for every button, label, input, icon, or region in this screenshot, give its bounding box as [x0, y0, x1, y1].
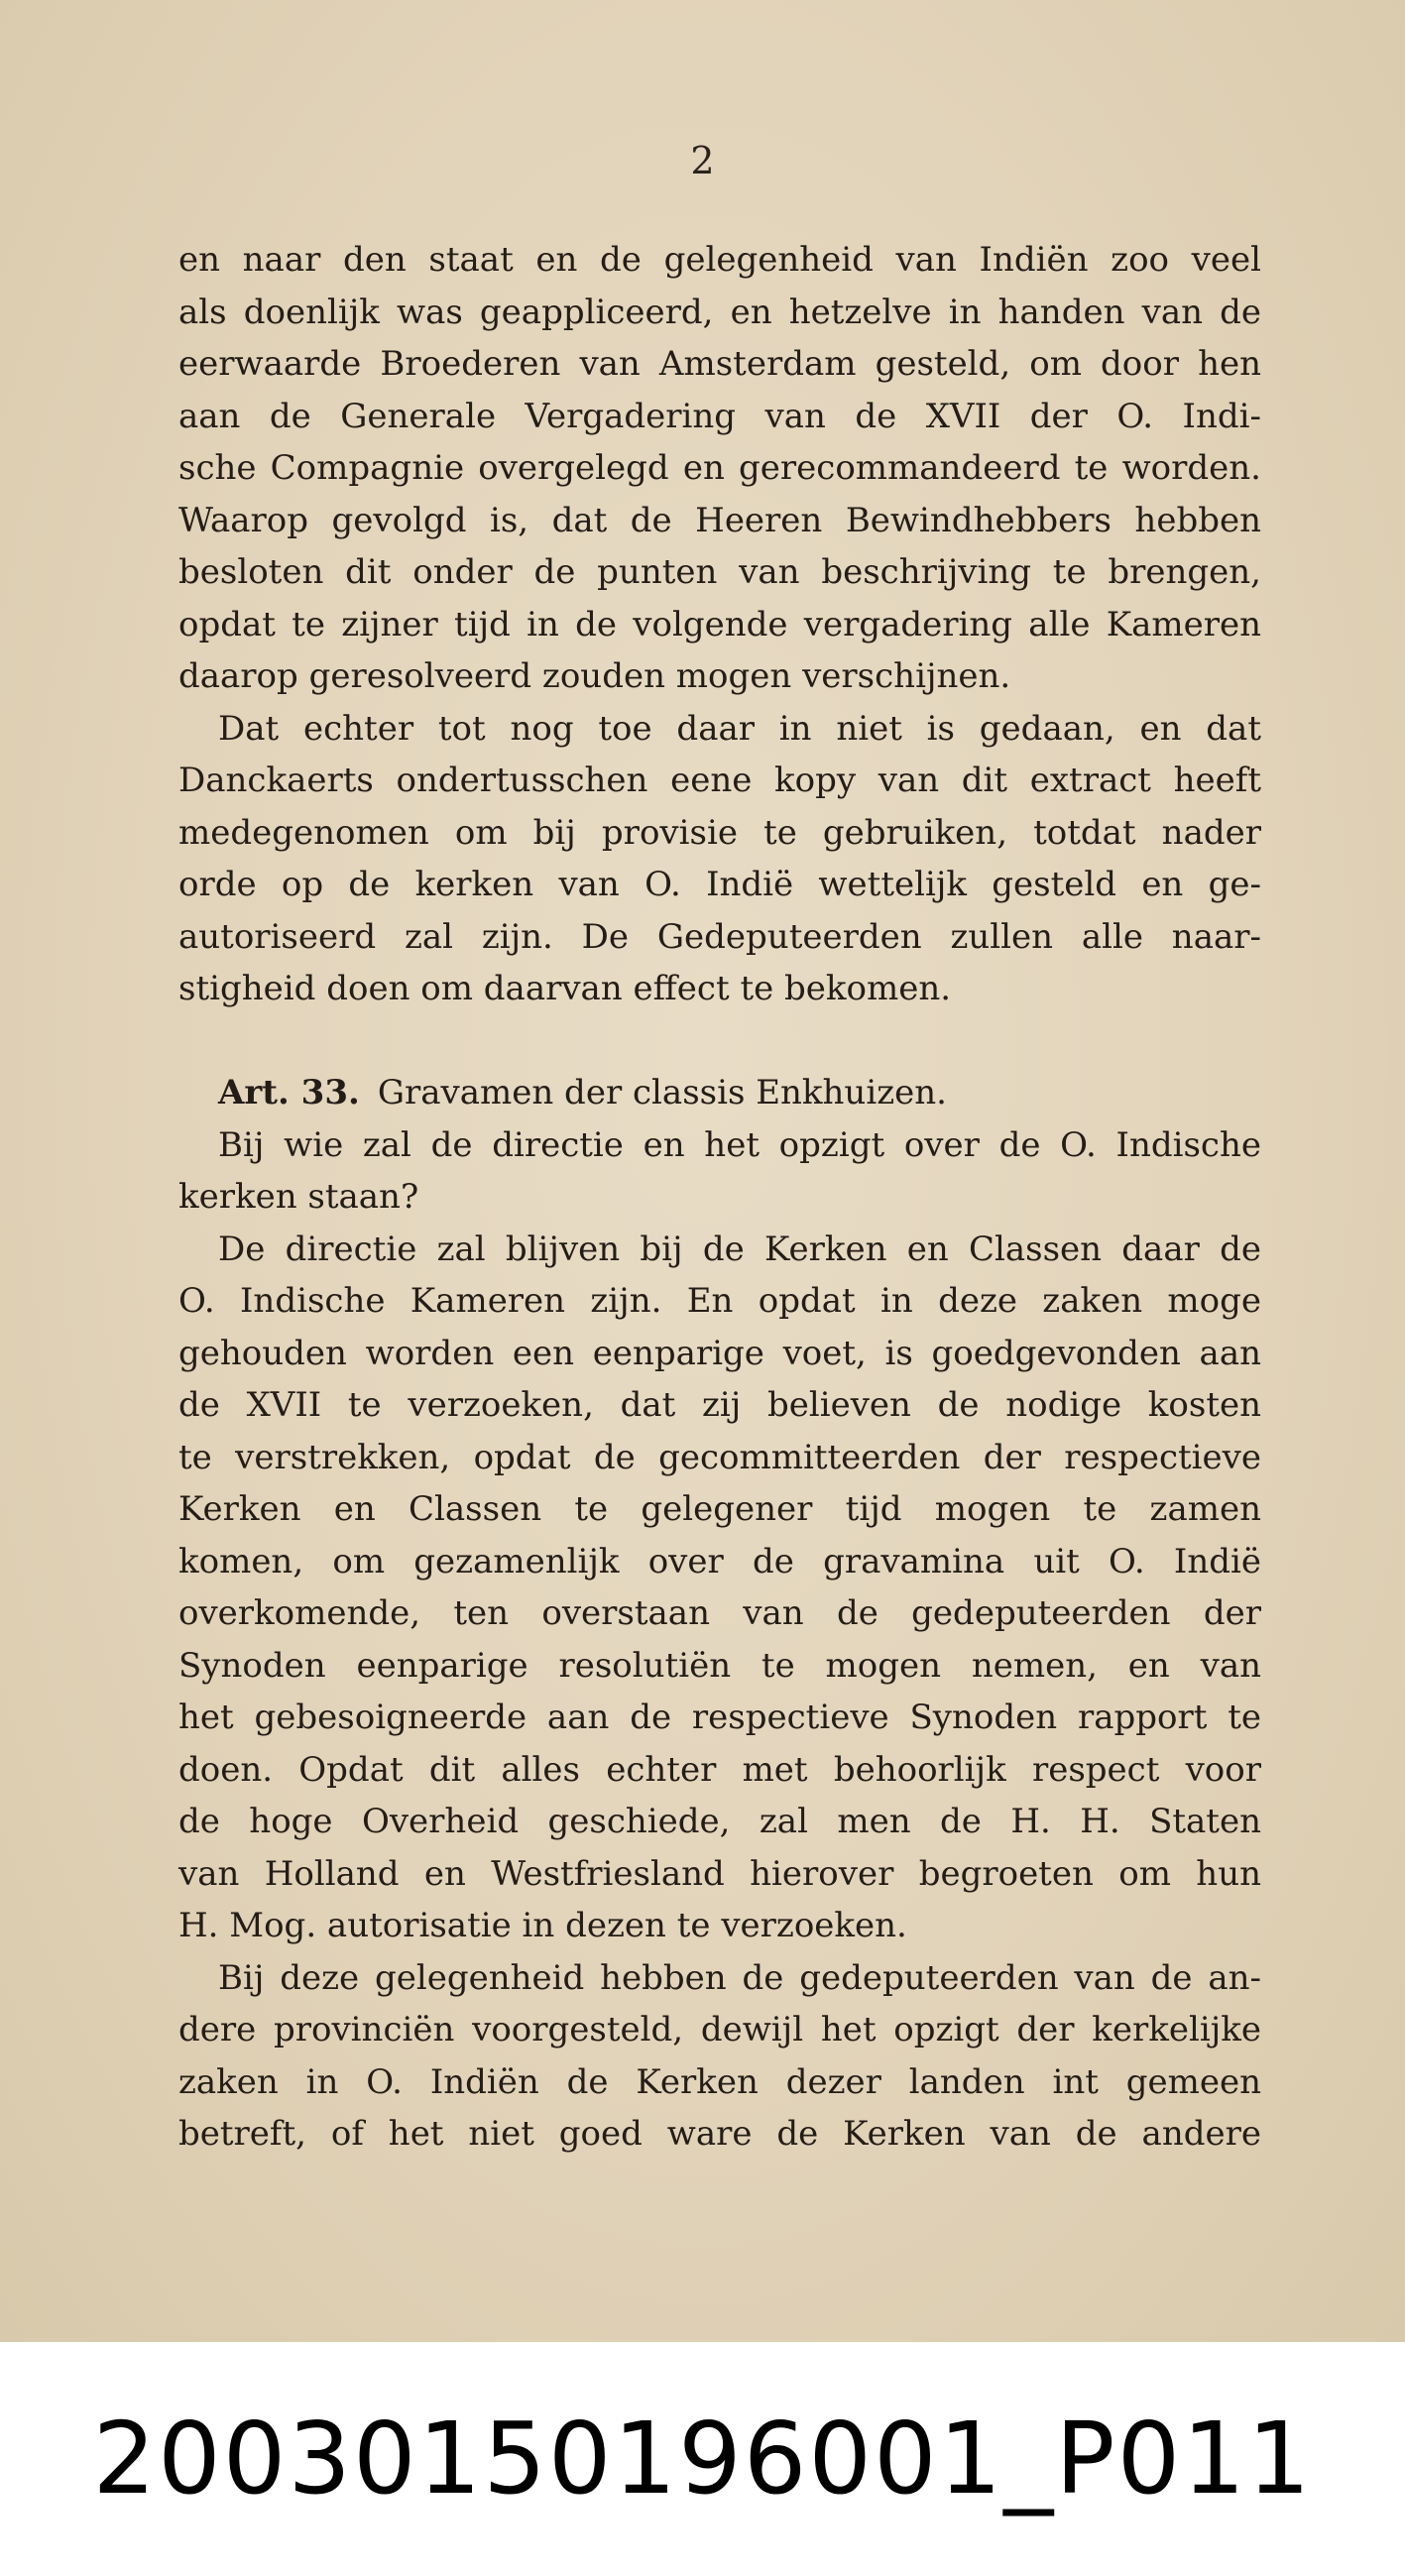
text-line: te verstrekken, opdat de gecommitteerden der respectieve: [178, 1437, 1261, 1477]
text-line: van Holland en Westfriesland hierover begroeten om hun: [178, 1853, 1261, 1894]
text-line: Dat echter tot nog toe daar in niet is gedaan, en dat: [218, 708, 1261, 749]
paragraph-5: [178, 1952, 1261, 2161]
article-heading-line: [178, 1067, 1261, 1119]
text-block-top: [178, 234, 1261, 1015]
text-line: medegenomen om bij provisie te gebruiken, totdat nader: [178, 812, 1261, 853]
text-line: betreft, of het niet goed ware de Kerken van de andere: [178, 2114, 1261, 2154]
text-line: en naar den staat en de gelegenheid van Indiën zoo veel: [178, 240, 1261, 280]
text-line: dere provinciën voorgesteld, dewijl het opzigt der kerkelijke: [178, 2010, 1261, 2049]
text-line: als doenlijk was geappliceerd, en hetzelve in handen van de: [178, 292, 1261, 332]
text-line: zaken in O. Indiën de Kerken dezer landen int gemeen: [178, 2061, 1261, 2102]
text-line: Danckaerts ondertusschen eene kopy van dit extract heeft: [178, 761, 1261, 800]
text-line: Bij deze gelegenheid hebben de gedeputeerden van de an-: [218, 1957, 1261, 1998]
text-line: de hoge Overheid geschiede, zal men de H. H. Staten: [178, 1802, 1261, 1841]
text-block-article: [178, 1067, 1261, 2161]
text-line: opdat te zijner tijd in de volgende vergadering alle Kameren: [178, 604, 1261, 644]
file-id-caption: 20030150196001_P011: [0, 2342, 1405, 2576]
paragraph-4: [178, 1224, 1261, 1952]
text-line: stigheid doen om daarvan effect te bekomen.: [178, 969, 952, 1008]
article-heading: Gravamen der classis Enkhuizen.: [377, 1073, 947, 1112]
text-line: kerken staan?: [178, 1177, 419, 1217]
text-line: H. Mog. autorisatie in dezen te verzoeken.: [178, 1906, 907, 1945]
text-line: De directie zal blijven bij de Kerken en Classen daar de: [218, 1229, 1261, 1269]
page-number: 2: [690, 139, 715, 182]
paragraph-2: [178, 703, 1261, 1015]
text-line: doen. Opdat dit alles echter met behoorlijk respect voor: [178, 1749, 1261, 1790]
text-line: Waarop gevolgd is, dat de Heeren Bewindhebbers hebben: [178, 500, 1261, 540]
text-line: besloten dit onder de punten van beschrijving te brengen,: [178, 552, 1261, 592]
text-line: daarop geresolveerd zouden mogen verschijnen.: [178, 656, 1011, 696]
text-line: Bij wie zal de directie en het opzigt over de O. Indische: [218, 1124, 1261, 1165]
text-line: gehouden worden een eenparige voet, is goedgevonden aan: [178, 1333, 1261, 1373]
paragraph-3: [178, 1119, 1261, 1224]
text-line: het gebesoigneerde aan de respectieve Synoden rapport te: [178, 1698, 1261, 1737]
text-line: Synoden eenparige resolutiën te mogen nemen, en van: [178, 1645, 1261, 1686]
text-line: autoriseerd zal zijn. De Gedeputeerden zullen alle naar-: [178, 916, 1261, 957]
text-line: orde op de kerken van O. Indië wettelijk gesteld en ge-: [178, 865, 1261, 904]
text-line: komen, om gezamenlijk over de gravamina uit O. Indië: [178, 1541, 1261, 1581]
text-line: de XVII te verzoeken, dat zij believen de nodige kosten: [178, 1385, 1261, 1425]
text-line: O. Indische Kameren zijn. En opdat in deze zaken moge: [178, 1281, 1261, 1321]
text-line: Kerken en Classen te gelegener tijd mogen te zamen: [178, 1489, 1261, 1529]
paragraph-1: [178, 234, 1261, 703]
text-line: sche Compagnie overgelegd en gerecommandeerd te worden.: [178, 448, 1261, 488]
text-line: aan de Generale Vergadering van de XVII der O. Indi-: [178, 396, 1261, 436]
text-line: overkomende, ten overstaan van de gedeputeerden der: [178, 1593, 1261, 1633]
text-line: eerwaarde Broederen van Amsterdam gesteld, om door hen: [178, 344, 1261, 384]
article-label: Art. 33.: [218, 1073, 360, 1112]
